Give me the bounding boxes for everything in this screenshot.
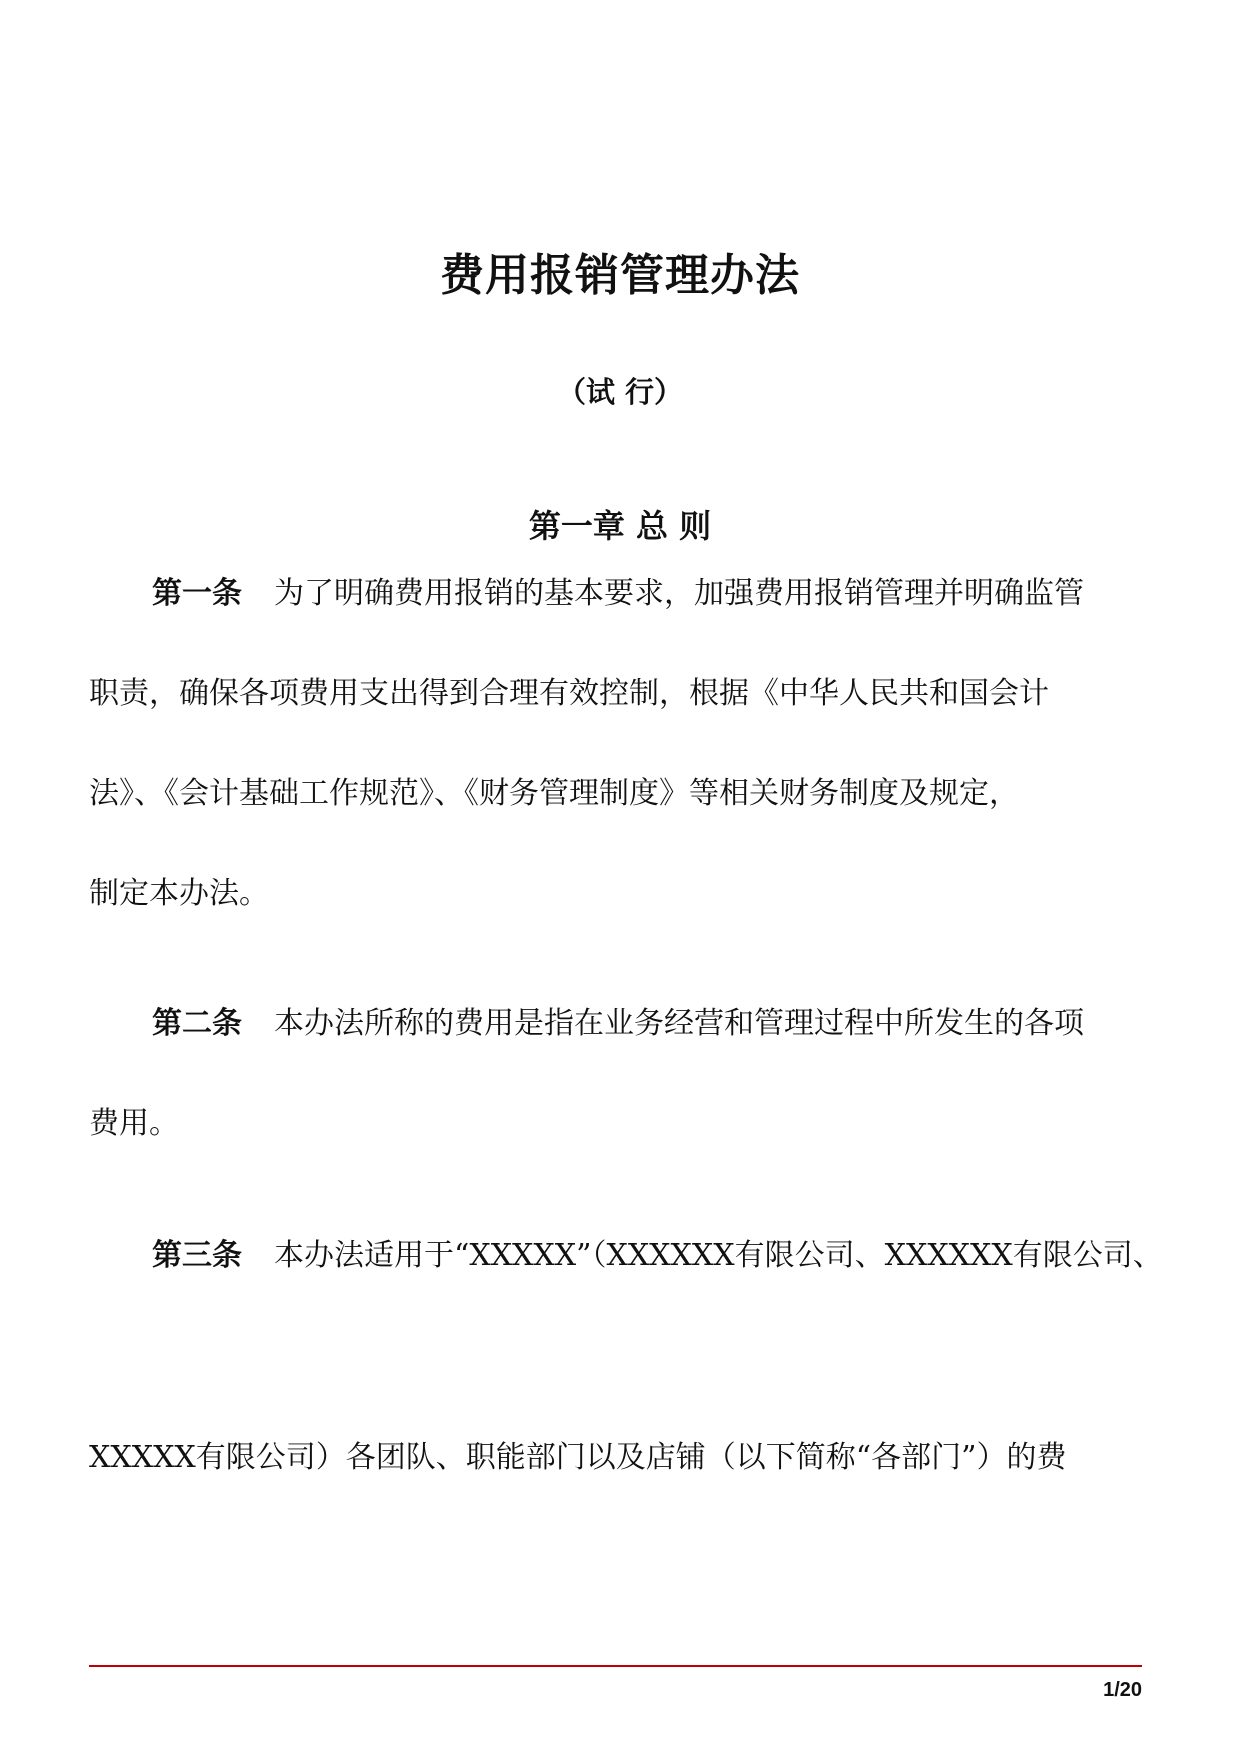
article-1-label: 第一条 [152, 576, 242, 611]
document-subtitle: （试 行） [556, 375, 684, 409]
page-separator: / [1114, 1679, 1120, 1701]
article-3-first-line [152, 1234, 1212, 1278]
article-2-first-line [152, 1002, 1212, 1046]
article-3-text-line: XXXXX有限公司）各团队、职能部门以及店铺（以下简称“各部门”）的费 [89, 1440, 1067, 1475]
page-number [1103, 1677, 1142, 1703]
article-2-text-line: 费用。 [89, 1106, 179, 1141]
article-1-text-line: 职责，确保各项费用支出得到合理有效控制，根据《中华人民共和国会计 [89, 676, 1049, 711]
article-1-text-line: 为了明确费用报销的基本要求，加强费用报销管理并明确监管 [274, 576, 1084, 611]
article-2-label: 第二条 [152, 1006, 242, 1041]
article-3-label: 第三条 [152, 1238, 242, 1273]
footer-divider [89, 1665, 1142, 1667]
chapter-heading: 第一章 总 则 [528, 507, 712, 545]
article-3-text-line: 本办法适用于“XXXXX”（XXXXXX有限公司、XXXXXX有限公司、 [274, 1238, 1163, 1273]
document-title: 费用报销管理办法 [440, 250, 800, 301]
current-page: 1 [1103, 1679, 1115, 1701]
article-1-text-line: 制定本办法。 [89, 876, 269, 911]
article-2-text-line: 本办法所称的费用是指在业务经营和管理过程中所发生的各项 [274, 1006, 1084, 1041]
total-pages: 20 [1119, 1679, 1142, 1701]
article-1-first-line [152, 572, 1212, 616]
article-1-text-line: 法》、《会计基础工作规范》、《财务管理制度》等相关财务制度及规定， [89, 776, 1019, 811]
